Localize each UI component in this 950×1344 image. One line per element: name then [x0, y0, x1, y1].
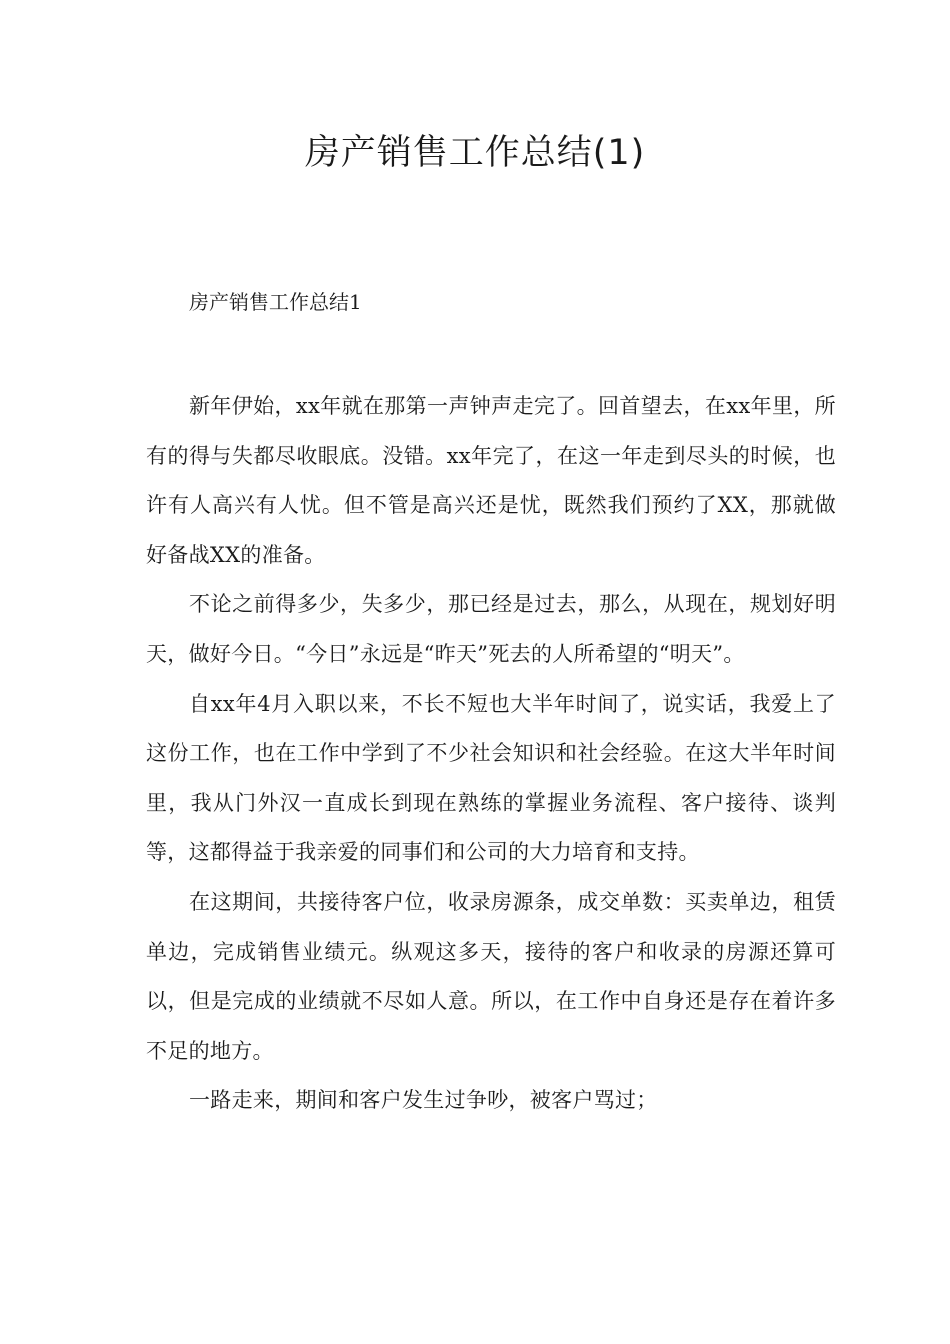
paragraph-1: 新年伊始，xx年就在那第一声钟声走完了。回首望去，在xx年里，所有的得与失都尽收眼底。没错。xx年完了，在这一年走到尽头的时候，也许有人高兴有人忧。但不管是高兴还是忧，既然我们预约了XX，那就做好备战XX的准备。 [146, 394, 836, 567]
section-heading: 房产销售工作总结1 [189, 290, 362, 314]
paragraph-3: 自xx年4月入职以来，不长不短也大半年时间了，说实话，我爱上了这份工作，也在工作中学到了不少社会知识和社会经验。在这大半年时间里，我从门外汉一直成长到现在熟练的掌握业务流程、客户接待、谈判等，这都得益于我亲爱的同事们和公司的大力培育和支持。 [146, 691, 836, 865]
paragraph-2: 不论之前得多少，失多少，那已经是过去，那么，从现在，规划好明天，做好今日。“今日”永远是“昨天”死去的人所希望的“明天”。 [146, 592, 836, 666]
paragraph-5: 一路走来，期间和客户发生过争吵，被客户骂过； [189, 1088, 658, 1113]
paragraph-4: 在这期间，共接待客户位，收录房源条，成交单数：买卖单边，租赁单边，完成销售业绩元。纵观这多天，接待的客户和收录的房源还算可以，但是完成的业绩就不尽如人意。所以，在工作中自身还是存在着许多不足的地方。 [146, 889, 836, 1063]
document-body [146, 382, 836, 1126]
document-title: 房产销售工作总结(1) [304, 133, 646, 173]
